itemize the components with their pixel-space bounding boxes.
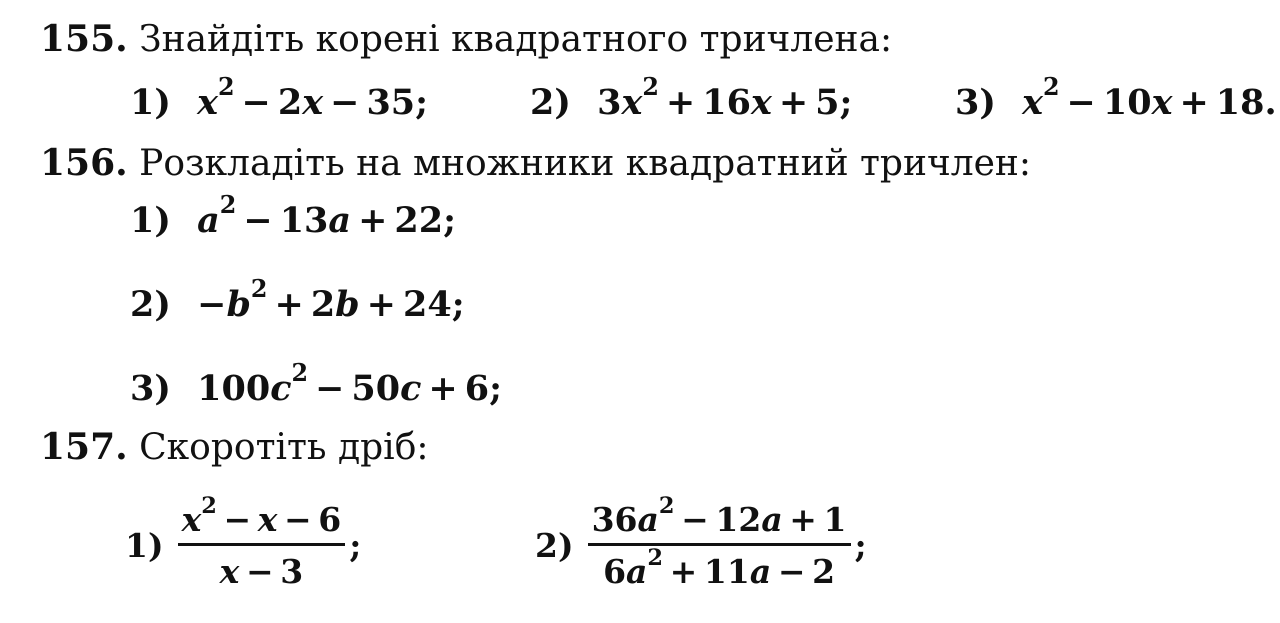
problem-157-item-2: 2) $\frac{36a^2 - 12a + 1}{6a^2 + 11a - 2}$ ; — [535, 493, 867, 591]
problem-156-heading — [40, 142, 1031, 184]
problem-156-item-2: $2) -b^2 + 2b + 24$; — [130, 274, 465, 325]
problem-number: 157. — [40, 426, 128, 468]
problem-number: 156. — [40, 142, 128, 184]
fraction-numerator: $x^2 - x - 6$ — [178, 500, 346, 546]
fraction-numerator: $36a^2 - 12a + 1$ — [588, 500, 851, 546]
problem-157-item-1: 1) $\frac{x^2 - x - 6}{x - 3}$ ; — [125, 493, 362, 591]
expression: $100c^2 - 50c + 6$; — [197, 358, 503, 409]
problem-155-heading — [40, 18, 892, 60]
fraction-denominator: x − 3 — [219, 552, 304, 591]
problem-155-item-1: 1) $x^2 - 2x - 35$; — [130, 72, 429, 123]
problem-text: Скоротіть дріб: — [139, 427, 429, 468]
fraction-denominator: $6a^2 + 11a - 2$ — [603, 545, 836, 591]
expression: $x^2 - 10x + 18$. — [1022, 72, 1277, 123]
expression: $-b^2 + 2b + 24$; — [197, 274, 465, 325]
problem-156-item-3: 3) $100c^2 - 50c + 6$; — [130, 358, 503, 409]
expression: $a^2 - 13a + 22$; — [197, 190, 457, 241]
fraction — [178, 493, 346, 591]
problem-text: Розкладіть на множники квадратний тричлен: — [139, 143, 1032, 184]
fraction — [588, 493, 851, 591]
problem-text: Знайдіть корені квадратного тричлена: — [139, 19, 893, 60]
expression: $3x^2 + 16x + 5$; — [597, 72, 853, 123]
problem-156-item-1: 1) $a^2 - 13a + 22$; — [130, 190, 457, 241]
problem-number: 155. — [40, 18, 128, 60]
problem-155-item-2: 2) $3x^2 + 16x + 5$; — [530, 72, 853, 123]
problem-155-item-3: 3) $x^2 - 10x + 18$. — [955, 72, 1277, 123]
expression: $x^2 - 2x - 35$; — [197, 72, 429, 123]
problem-157-heading — [40, 426, 429, 468]
